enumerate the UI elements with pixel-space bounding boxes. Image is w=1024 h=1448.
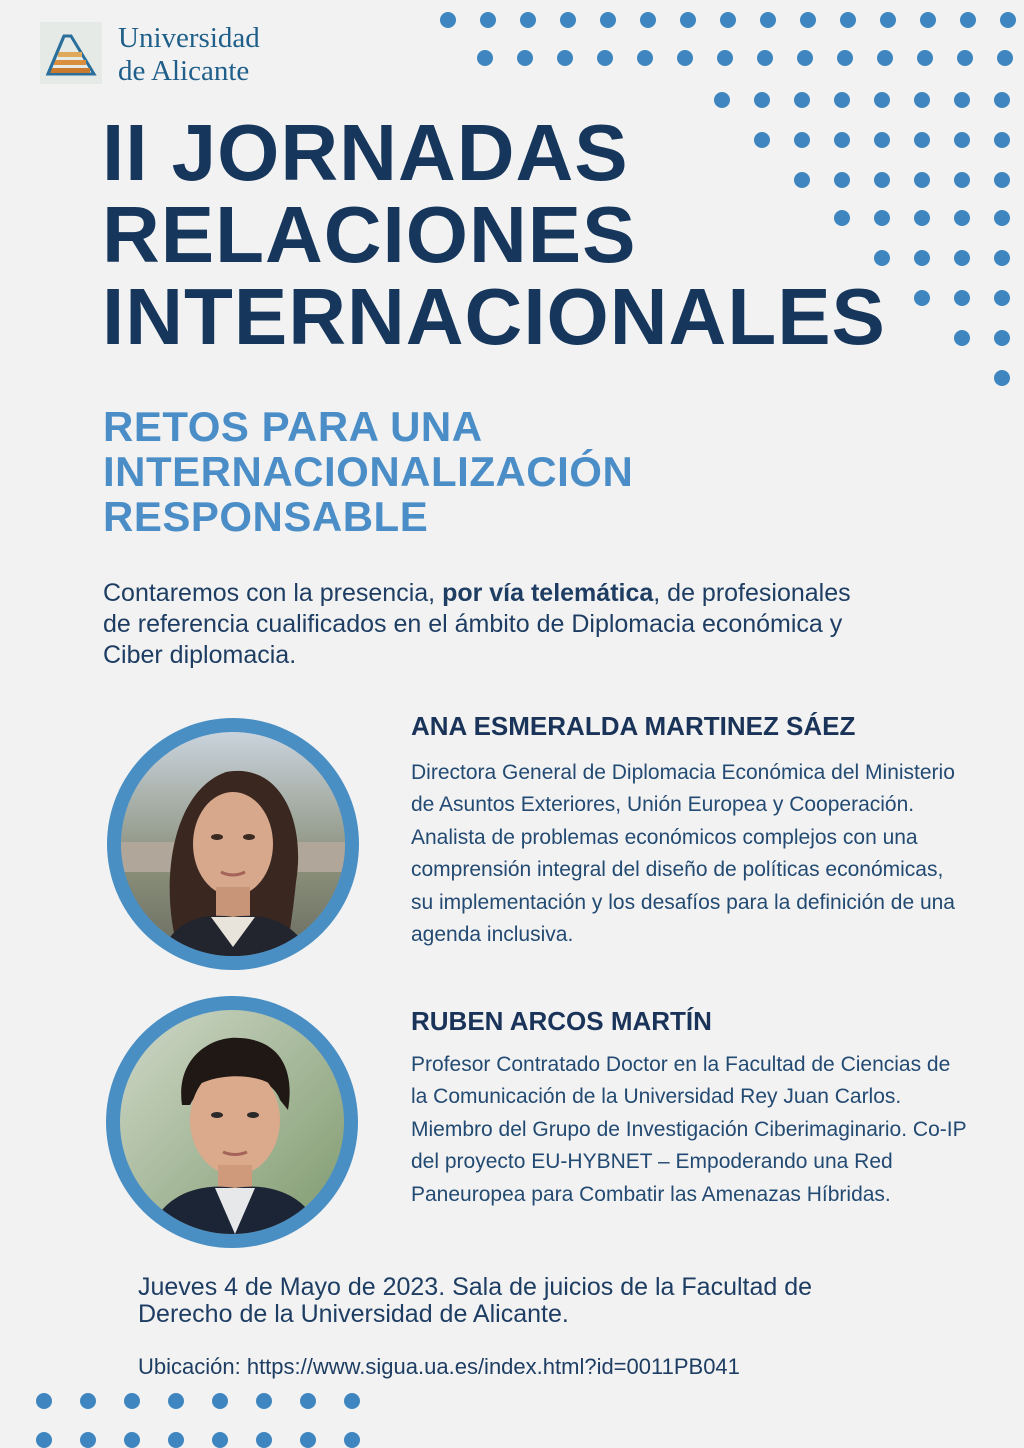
decorative-dot — [80, 1393, 96, 1409]
decorative-dot — [520, 12, 536, 28]
decorative-dot — [834, 92, 850, 108]
decorative-dot — [877, 50, 893, 66]
university-name: Universidad de Alicante — [118, 22, 260, 87]
decorative-dot — [677, 50, 693, 66]
decorative-dot — [168, 1393, 184, 1409]
decorative-dot — [920, 12, 936, 28]
university-logo — [40, 22, 260, 88]
decorative-dot — [797, 50, 813, 66]
decorative-dot — [957, 50, 973, 66]
speaker-portrait — [121, 732, 345, 956]
decorative-dot — [212, 1432, 228, 1448]
decorative-dot — [212, 1393, 228, 1409]
decorative-dot — [344, 1393, 360, 1409]
speaker-portrait — [120, 1010, 344, 1234]
subtitle-line: INTERNACIONALIZACIÓN — [103, 448, 634, 495]
decorative-dot — [256, 1432, 272, 1448]
decorative-dot — [997, 50, 1013, 66]
decorative-dot — [954, 92, 970, 108]
decorative-dot — [994, 210, 1010, 226]
decorative-dot — [994, 132, 1010, 148]
decorative-dot — [714, 92, 730, 108]
intro-highlight: por vía telemática — [442, 579, 654, 607]
decorative-dot — [597, 50, 613, 66]
decorative-dot — [300, 1393, 316, 1409]
decorative-dot — [640, 12, 656, 28]
title-line: II JORNADAS — [102, 108, 629, 197]
decorative-dot — [256, 1393, 272, 1409]
decorative-dot — [717, 50, 733, 66]
decorative-dot — [557, 50, 573, 66]
decorative-dot — [757, 50, 773, 66]
decorative-dot — [480, 12, 496, 28]
decorative-dot — [914, 210, 930, 226]
decorative-dot — [954, 172, 970, 188]
decorative-dot — [840, 12, 856, 28]
decorative-dot — [794, 92, 810, 108]
subtitle-line: RETOS PARA UNA — [103, 403, 483, 450]
decorative-dot — [600, 12, 616, 28]
speaker-bio-ana: Directora General de Diplomacia Económica del Ministerio de Asuntos Exteriores, Unión Europea y Cooperación. Analista de problemas económicos complejos con una comprensión integral del diseño de políticas económicas, su implementación y los desafíos para la definición de una agenda inclusiva. — [411, 761, 955, 947]
speaker-name-ana: ANA ESMERALDA MARTINEZ SÁEZ — [411, 711, 856, 741]
decorative-dot — [124, 1432, 140, 1448]
decorative-dot — [914, 250, 930, 266]
decorative-dot — [300, 1432, 316, 1448]
decorative-dot — [994, 172, 1010, 188]
decorative-dot — [994, 370, 1010, 386]
decorative-dot — [994, 92, 1010, 108]
event-location-link[interactable]: Ubicación: https://www.sigua.ua.es/index.html?id=0011PB041 — [138, 1354, 740, 1379]
title-line: INTERNACIONALES — [102, 272, 886, 361]
decorative-dot — [960, 12, 976, 28]
university-logo-icon — [40, 22, 102, 84]
decorative-dot — [754, 92, 770, 108]
speaker-photo-ana — [107, 718, 359, 970]
decorative-dot — [914, 172, 930, 188]
decorative-dot — [168, 1432, 184, 1448]
decorative-dot — [914, 290, 930, 306]
decorative-dot — [560, 12, 576, 28]
decorative-dot — [954, 290, 970, 306]
decorative-dot — [637, 50, 653, 66]
event-subtitle — [103, 404, 633, 539]
decorative-dot — [517, 50, 533, 66]
decorative-dot — [954, 210, 970, 226]
decorative-dot — [124, 1393, 140, 1409]
subtitle-line: RESPONSABLE — [103, 493, 429, 540]
decorative-dot — [680, 12, 696, 28]
decorative-dot — [440, 12, 456, 28]
decorative-dot — [1000, 12, 1016, 28]
decorative-dot — [477, 50, 493, 66]
intro-paragraph: Contaremos con la presencia, por vía telemática, de profesionales de referencia cualificados en el ámbito de Diplomacia económica y Ciber diplomacia. — [103, 579, 851, 669]
decorative-dot — [954, 250, 970, 266]
decorative-dot — [720, 12, 736, 28]
decorative-dot — [36, 1393, 52, 1409]
decorative-dot — [800, 12, 816, 28]
speaker-name-ruben: RUBEN ARCOS MARTÍN — [411, 1006, 712, 1036]
decorative-dot — [880, 12, 896, 28]
speaker-bio-ruben: Profesor Contratado Doctor en la Facultad de Ciencias de la Comunicación de la Universidad Rey Juan Carlos. Miembro del Grupo de Investigación Ciberimaginario. Co-IP del proyecto EU-HYBNET – Empoderando una Red Paneuropea para Combatir las Amenazas Híbridas. — [411, 1053, 967, 1206]
decorative-dot — [954, 132, 970, 148]
decorative-dot — [994, 330, 1010, 346]
decorative-dot — [36, 1432, 52, 1448]
decorative-dot — [874, 92, 890, 108]
title-line: RELACIONES — [102, 190, 637, 279]
decorative-dot — [994, 250, 1010, 266]
decorative-dot — [760, 12, 776, 28]
decorative-dot — [914, 92, 930, 108]
decorative-dot — [344, 1432, 360, 1448]
decorative-dot — [994, 290, 1010, 306]
decorative-dot — [954, 330, 970, 346]
decorative-dot — [80, 1432, 96, 1448]
speaker-photo-ruben — [106, 996, 358, 1248]
decorative-dot — [917, 50, 933, 66]
event-title — [102, 108, 886, 361]
decorative-dot — [837, 50, 853, 66]
decorative-dot — [914, 132, 930, 148]
event-details: Jueves 4 de Mayo de 2023. Sala de juicios de la Facultad de Derecho de la Universidad de Alicante. — [138, 1273, 813, 1328]
